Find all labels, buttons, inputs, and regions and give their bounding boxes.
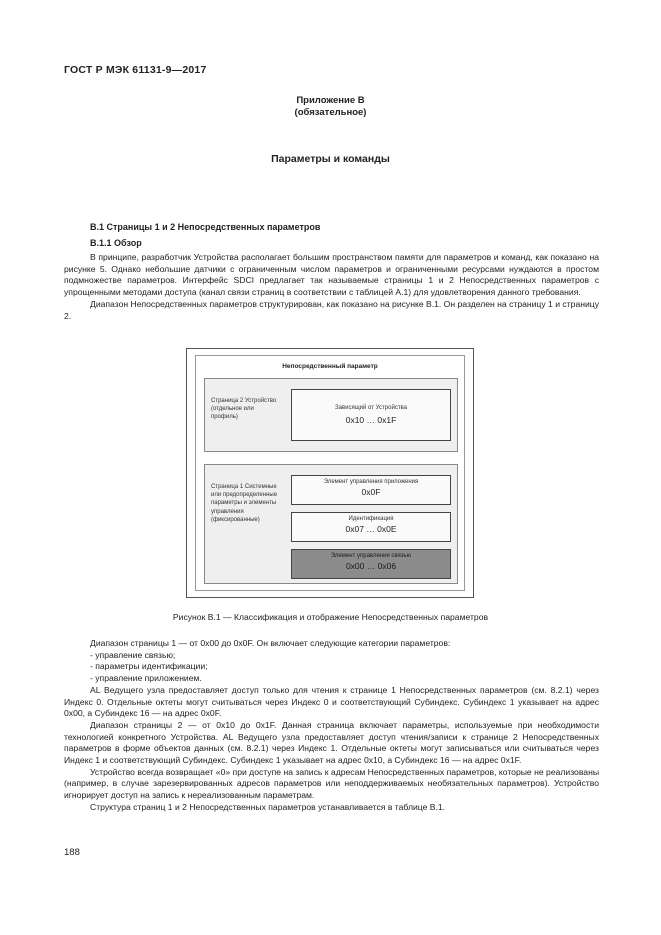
paragraph-page1-range: Диапазон страницы 1 — от 0x00 до 0x0F. Он включает следующие категории параметров: (90, 638, 451, 648)
paragraph-page2-range: Диапазон страницы 2 — от 0x10 до 0x1F. Данная страница включает параметры, используемые при необходимости технологией конкретного Устройства. AL Ведущего узла предоставляет доступ чтения/записи к странице 2 Непосредственных параметров в форме объектов данных (см. 8.2.1) через Индекс 1. Отдельные октеты могут записываться или считываться через Индекс 1 и соответствующий Субиндекс. Субиндекс 1 указывает на адрес 0x10, а Субиндекс 16 — на адрес 0x1F. (64, 719, 599, 766)
appendix-subtitle: (обязательное) (294, 107, 367, 118)
paragraph-block-2 (64, 638, 599, 814)
cell-caption: Элемент управления связью (330, 553, 412, 559)
paragraph-al-access: AL Ведущего узла предоставляет доступ только для чтения к странице 1 Непосредственных параметров (см. 8.2.1) через Индекс 0. Отдельные октеты могут считываться через Индекс 0 и соответствующий Субиндекс. Субиндекс 1 указывает на адрес 0x00, а Субиндекс 16 — на адрес 0x0F. (64, 684, 599, 719)
page1-box (204, 464, 458, 584)
cell-caption: Идентификация (348, 516, 394, 522)
cell-value: 0x0F (361, 487, 381, 497)
page1-cell-communication-control (291, 549, 451, 579)
figure-frame (195, 355, 465, 591)
heading-b1: В.1 Страницы 1 и 2 Непосредственных параметров (90, 222, 321, 232)
page2-box (204, 378, 458, 452)
section-title: Параметры и команды (271, 153, 390, 165)
page1-cell-application-control (291, 475, 451, 505)
list-item: - параметры идентификации; (90, 661, 208, 672)
figure-direct-parameters (186, 348, 474, 598)
figure-caption: Рисунок В.1 — Классификация и отображение Непосредственных параметров (172, 612, 489, 622)
paragraph-overview: В принципе, разработчик Устройства располагает большим пространством памяти для параметров и команд, как показано на рисунке 5. Однако небольшие датчики с ограниченным числом параметров и ограниченными ресурсами нуждаются в простом подмножестве параметров. Интерфейс SDCI предлагает так называемые страницы 1 и 2 Непосредственных параметров с упрощенными методами доступа (канал связи страниц в соответствии с таблицей А.1) для удовлетворения данного требования. (64, 252, 599, 298)
paragraph-structure: Диапазон Непосредственных параметров структурирован, как показано на рисунке В.1. Он разделен на страницу 1 и страницу 2. (64, 298, 599, 321)
page2-cell-caption: Зависящий от Устройства (334, 405, 408, 411)
page1-label: Страница 1 Системные или предопределенные параметры и элементы управления (фиксированные) (211, 484, 278, 523)
paragraph-device-write: Устройство всегда возвращает «0» при доступе на запись к адресам Непосредственных параметров, которые не реализованы (например, в случае зарезервированных адресов параметров или неподдерживаемых необязательных параметров). Устройство игнорирует доступ на запись к нереализованным параметрам. (64, 766, 599, 801)
list-item: - управление приложением. (90, 673, 202, 684)
heading-b1-1: В.1.1 Обзор (90, 238, 142, 248)
page2-cell-value: 0x10 … 0x1F (345, 415, 397, 425)
appendix-title: Приложение В (296, 95, 365, 106)
cell-value: 0x00 … 0x06 (345, 561, 397, 571)
paragraph-block-1 (64, 252, 599, 322)
figure-title: Непосредственный параметр (282, 363, 378, 370)
page2-label: Страница 2 Устройство (отдельное или профиль) (211, 398, 277, 421)
list-item: - управление связью; (90, 649, 176, 660)
document-header: ГОСТ Р МЭК 61131-9—2017 (64, 64, 207, 76)
appendix-heading (0, 95, 661, 119)
paragraph-table-ref: Структура страниц 1 и 2 Непосредственных параметров устанавливается в таблице В.1. (90, 801, 446, 812)
page2-device-cell (291, 389, 451, 441)
page1-cell-identification (291, 512, 451, 542)
cell-caption: Элемент управления приложения (323, 479, 419, 485)
page-number: 188 (64, 847, 80, 858)
cell-value: 0x07 … 0x0E (345, 524, 397, 534)
